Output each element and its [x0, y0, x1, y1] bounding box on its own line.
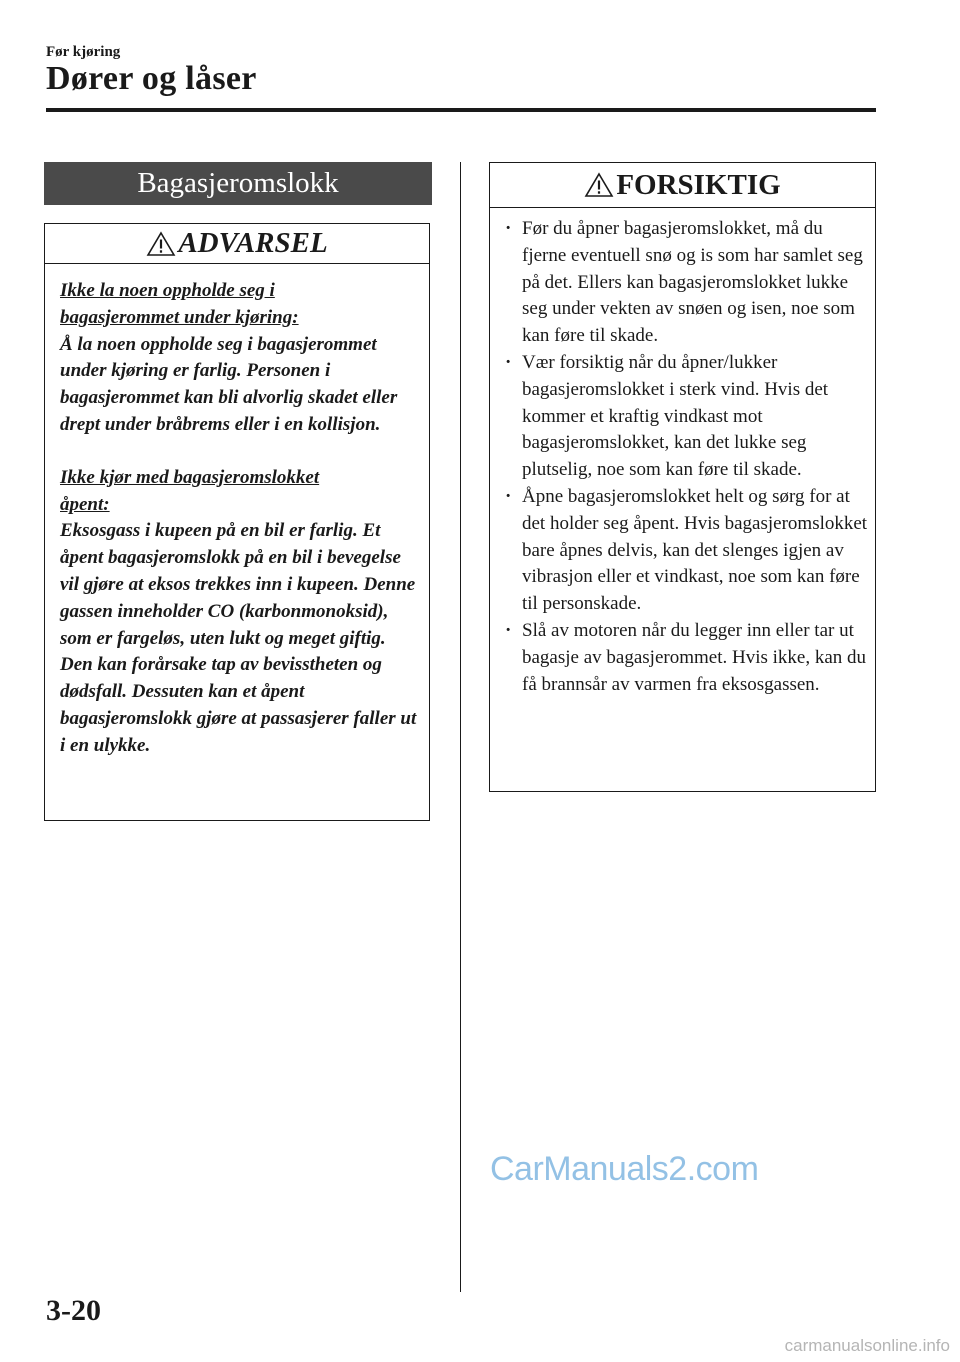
section-heading-text: Bagasjeromslokk — [137, 167, 339, 199]
warning-box-header — [45, 224, 429, 264]
warning-box — [44, 223, 430, 821]
caution-box — [489, 162, 876, 792]
page-number: 3-20 — [46, 1294, 101, 1327]
caution-list — [490, 208, 875, 698]
warning-item1-heading-line1: Ikke la noen oppholde seg i — [60, 280, 275, 301]
header-divider — [46, 108, 876, 112]
chapter-label: Før kjøring — [46, 44, 121, 60]
warning-item1-heading — [60, 278, 417, 332]
warning-title: ADVARSEL — [178, 227, 328, 259]
warning-item2-heading-line2: åpent: — [60, 493, 110, 515]
footer-watermark: carmanualsonline.info — [784, 1336, 950, 1355]
page-title: Dører og låser — [46, 60, 257, 97]
warning-item2-heading-line1: Ikke kjør med bagasjeromslokket — [60, 466, 320, 488]
caution-title: FORSIKTIG — [616, 168, 781, 201]
warning-triangle-icon — [146, 231, 176, 257]
warning-item2-heading — [60, 465, 417, 519]
column-divider — [460, 162, 461, 1292]
list-item: · Åpne bagasjeromslokket helt og sørg for at det holder seg åpent. Hvis bagasjeromslokket bare åpnes delvis, kan det slenges igjen av vibrasjon eller et vindkast, noe som kan føre til personskade. — [503, 484, 869, 618]
list-item: · Slå av motoren når du legger inn eller tar ut bagasje av bagasjerommet. Hvis ikke, kan du få brannsår av varmen fra eksosgassen. — [503, 618, 869, 698]
warning-item1-heading-line2: bagasjerommet under kjøring: — [60, 306, 299, 328]
warning-body — [45, 264, 429, 760]
watermark-logo: CarManuals2.com — [490, 1150, 759, 1188]
caution-box-header — [490, 163, 875, 208]
list-item: · Før du åpner bagasjeromslokket, må du fjerne eventuell snø og is som har samlet seg på det. Ellers kan bagasjeromslokket lukke seg under vekten av snøen og isen, noe som kan føre til skade. — [503, 216, 869, 350]
list-item: · Vær forsiktig når du åpner/lukker bagasjeromslokket i sterk vind. Hvis det kommer et kraftig vindkast mot bagasjeromslokket, kan det lukke seg plutselig, noe som kan føre til skade. — [503, 350, 869, 484]
warning-triangle-icon — [584, 172, 614, 198]
section-heading — [44, 162, 432, 205]
warning-item1-text: Å la noen oppholde seg i bagasjerommet under kjøring er farlig. Personen i bagasjerommet kan bli alvorlig skadet eller drept under bråbrems eller i en kollisjon. — [60, 333, 398, 435]
warning-item2-text: Eksosgass i kupeen på en bil er farlig. Et åpent bagasjeromslokk på en bil i bevegelse vil gjøre at eksos trekkes inn i kupeen. Denne gassen inneholder CO (karbonmonoksid), som er fargeløs, uten lukt og meget giftig. Den kan forårsake tap av bevisstheten og dødsfall. Dessuten kan et åpent bagasjeromslokk gjøre at passasjerer faller ut i en ulykke. — [60, 520, 417, 756]
